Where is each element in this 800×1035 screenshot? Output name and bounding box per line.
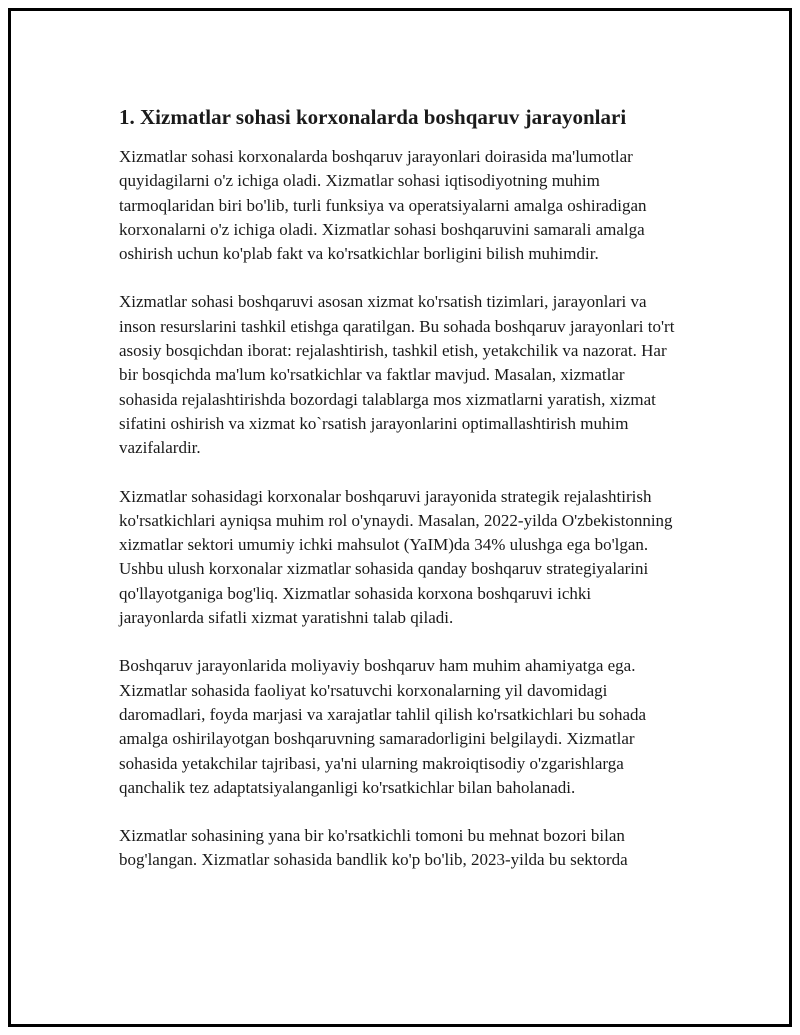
paragraph-5: Xizmatlar sohasining yana bir ko'rsatkichli tomoni bu mehnat bozori bilan bog'langan. Xizmatlar sohasida bandlik ko'p bo'lib, 2023-yilda bu sektorda bbox=[119, 826, 628, 870]
paragraph-2: Xizmatlar sohasi boshqaruvi asosan xizmat ko'rsatish tizimlari, jarayonlari va inson resurslarini tashkil etishga qaratilgan. Bu sohada boshqaruv jarayonlari to'rt asosiy bosqichdan iborat: rejalashtirish, tashkil etish, yetakchilik va nazorat. Har bir bosqichda ma'lum ko'rsatkichlar va faktlar mavjud. Masalan, xizmatlar sohasida rejalashtirishda bozordagi talablarga mos xizmatlarni yaratish, xizmat sifatini oshirish va xizmat ko`rsatish jarayonlarini optimallashtirish muhim vazifalardir. bbox=[119, 292, 675, 458]
paragraph-3: Xizmatlar sohasidagi korxonalar boshqaruvi jarayonida strategik rejalashtirish ko'rsatkichlari ayniqsa muhim rol o'ynaydi. Masalan, 2022-yilda O'zbekistonning xizmatlar sektori umumiy ichki mahsulot (YaIM)da 34% ulushga ega bo'lgan. Ushbu ulush korxonalar xizmatlar sohasida qanday boshqaruv strategiyalarini qo'llayotganiga bog'liq. Xizmatlar sohasida korxona boshqaruvi ichki jarayonlarda sifatli xizmat yaratishni talab qiladi. bbox=[119, 486, 673, 628]
paragraph-4: Boshqaruv jarayonlarida moliyaviy boshqaruv ham muhim ahamiyatga ega. Xizmatlar sohasida faoliyat ko'rsatuvchi korxonalarning yil davomidagi daromadlari, foyda marjasi va xarajatlar tahlil qilish ko'rsatkichlari bu sohada amalga oshirilayotgan boshqaruvning samaradorligini belgilaydi. Xizmatlar sohasida yetakchilar tajribasi, ya'ni ularning makroiqtisodiy o'zgarishlarga qanchalik tez adaptatsiyalanganligi ko'rsatkichlar bilan baholanadi. bbox=[119, 656, 647, 797]
page-frame bbox=[8, 8, 792, 1027]
document-body bbox=[119, 103, 679, 897]
paragraph-1: Xizmatlar sohasi korxonalarda boshqaruv jarayonlari doirasida ma'lumotlar quyidagilarni o'z ichiga oladi. Xizmatlar sohasi iqtisodiyotning muhim tarmoqlaridan biri bo'lib, turli funksiya va operatsiyalarni amalga oshiradigan korxonalarni o'z ichiga oladi. Xizmatlar sohasi boshqaruvini samarali amalga oshirish uchun ko'plab fakt va ko'rsatkichlar borligini bilish muhimdir. bbox=[119, 147, 647, 264]
section-heading: 1. Xizmatlar sohasi korxonalarda boshqaruv jarayonlari bbox=[119, 105, 627, 129]
